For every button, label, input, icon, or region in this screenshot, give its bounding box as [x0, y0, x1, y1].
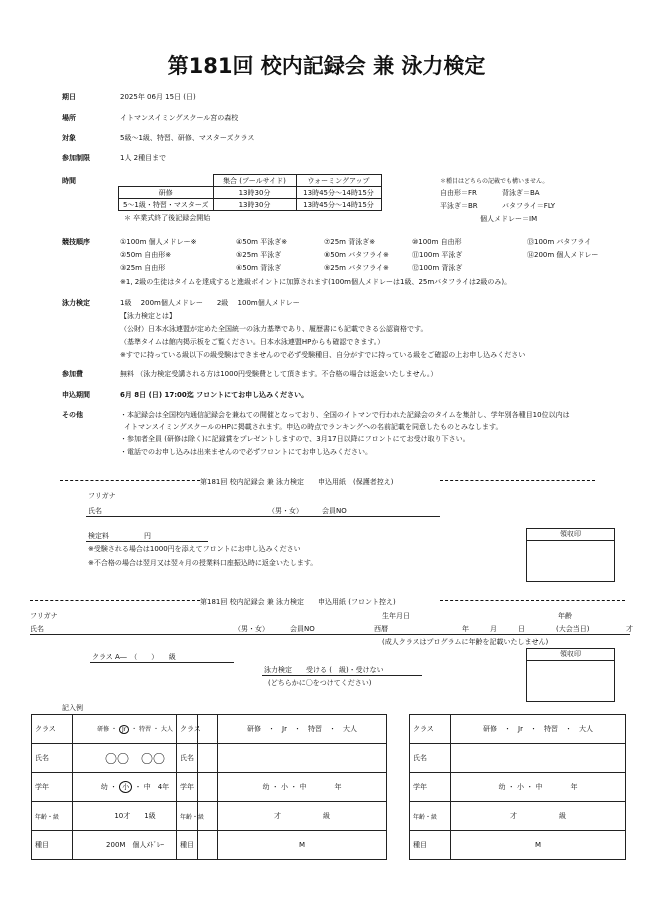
form1-fee: 検定料 円 — [88, 532, 151, 540]
example-row-header: 学年 — [32, 773, 73, 802]
cut-line — [440, 480, 595, 481]
time-table-cell: 研修 — [119, 187, 214, 199]
table-row — [177, 831, 387, 860]
table-row — [177, 773, 387, 802]
kentei-line: 1級 200m個人メドレー 2級 100m個人メドレー — [120, 299, 300, 307]
example-text: 研修 ・ — [97, 726, 118, 733]
underline — [30, 634, 630, 635]
form-row-value[interactable]: 才 級 — [451, 802, 626, 831]
table-row — [410, 802, 626, 831]
form-row-header: 氏名 — [410, 744, 451, 773]
event-item: ⑬100m バタフライ — [527, 238, 592, 246]
other-label: その他 — [62, 411, 83, 419]
form-row-header: 種目 — [177, 831, 218, 860]
place-label: 場所 — [62, 114, 76, 122]
time-table-corner — [119, 175, 214, 187]
form-row-header: 年齢・級 — [177, 802, 218, 831]
limit-value: 1人 2種目まで — [120, 154, 167, 162]
other-line: ・本記録会は全国校内通信記録会を兼ねての開催となっており、全国のイトマンで行われた記録会のタイムを集計し、学年別各種目10位以内は — [120, 411, 570, 419]
form2-sex: （男・女） — [234, 625, 269, 633]
form-row-value[interactable] — [218, 744, 387, 773]
table-row — [32, 802, 198, 831]
target-value: 5級～1級、特習、研修、マスターズクラス — [120, 134, 255, 142]
table-row — [32, 831, 198, 860]
event-item: ⑨25m バタフライ※ — [324, 264, 389, 272]
cut-line — [30, 600, 200, 601]
example-row-header: 種目 — [32, 831, 73, 860]
event-item: ⑤25m 平泳ぎ — [236, 251, 282, 259]
form-row-value[interactable]: 幼 ・ 小 ・ 中 年 — [451, 773, 626, 802]
stroke-abbrev: バタフライ＝FLY — [502, 202, 556, 210]
form1-note: ※受験される場合は1000円を添えてフロントにお申し込みください — [88, 545, 301, 553]
underline — [86, 541, 208, 542]
stroke-abbrev: 背泳ぎ＝BA — [502, 189, 540, 197]
form1-sex: （男・女） — [268, 507, 303, 515]
stroke-abbrev: 自由形＝FR — [440, 189, 477, 197]
form-row-header: 学年 — [177, 773, 218, 802]
event-item: ③25m 自由形 — [120, 264, 166, 272]
other-line: ・参加者全員 (研修は除く)に記録賞をプレゼントしますので、3月17日以降にフロントにてお受け取り下さい。 — [120, 435, 470, 443]
example-text: ・ 特習 ・ 大人 — [131, 726, 173, 733]
form-row-header: クラス — [410, 715, 451, 744]
form2-kentei-line: 泳力検定 受ける ( 級)・受けない — [264, 666, 384, 674]
example-row-value: 〇〇 〇〇 — [73, 744, 198, 773]
time-table-header: ウォーミングアップ — [296, 175, 381, 187]
form1-furigana: フリガナ — [88, 492, 116, 500]
form2-class-line: クラス A― （ ） 級 — [92, 653, 176, 661]
other-line: ・電話でのお申し込みは出来ませんので必ずフロントにてお申し込みください。 — [120, 448, 372, 456]
table-row — [410, 773, 626, 802]
fee-text: 無料 （泳力検定受講される方は1000円受験費として頂きます。不合格の場合は返金いたしません。） — [120, 370, 438, 378]
form1-receipt-label: 領収印 — [527, 529, 614, 541]
form-row-header: 種目 — [410, 831, 451, 860]
form-row-value[interactable]: 才 級 — [218, 802, 387, 831]
form-row-header: 氏名 — [177, 744, 218, 773]
event-item: ⑩100m 自由形 — [412, 238, 462, 246]
example-label: 記入例 — [62, 704, 83, 712]
event-item: ⑪100m 平泳ぎ — [412, 251, 463, 259]
form2-receipt-label: 領収印 — [527, 649, 614, 661]
form2-name-label: 氏名 — [30, 625, 44, 633]
form1-header: 第181回 校内記録会 兼 泳力検定 申込用紙 (保護者控え) — [200, 478, 394, 486]
form2-kentei-note: (どちらかに〇をつけてください) — [268, 679, 372, 687]
form2-tsuki: 月 — [490, 625, 497, 633]
example-row-value: 200M 個人ﾒﾄﾞﾚｰ — [73, 831, 198, 860]
example-row-header: 氏名 — [32, 744, 73, 773]
form2-age-day: (大会当日) — [556, 625, 590, 633]
form1-name-label: 氏名 — [88, 507, 102, 515]
example-circled: Jr — [119, 725, 129, 734]
event-item: ⑫100m 背泳ぎ — [412, 264, 463, 272]
form1-receipt-box — [526, 528, 615, 582]
cut-line — [60, 480, 200, 481]
event-item: ⑭200m 個人メドレー — [527, 251, 599, 259]
form2-sai: 才 — [626, 625, 633, 633]
form-row-value[interactable]: M — [218, 831, 387, 860]
table-row — [32, 715, 198, 744]
form2-member: 会員NO — [290, 625, 315, 633]
other-line: イトマンスイミングスクールのHPに掲載されます。申込の時点でランキングへの名前記載を同意したものとみなします。 — [124, 423, 503, 431]
stroke-abbrev: 平泳ぎ＝BR — [440, 202, 478, 210]
time-label: 時間 — [62, 177, 76, 185]
kentei-line: ※すでに持っている級以下の級受験はできませんので必ず受験種目、自分がすでに持っている級をご確認の上お申し込みください — [120, 351, 526, 359]
date-label: 期日 — [62, 93, 76, 101]
form2-adult-note: (成人クラスはプログラムに年齢を記載いたしません) — [382, 638, 549, 646]
place-value: イトマンスイミングスクール宮の森校 — [120, 114, 239, 122]
form1-member: 会員NO — [322, 507, 347, 515]
event-item: ①100m 個人メドレー※ — [120, 238, 197, 246]
form2-birth: 生年月日 — [382, 612, 410, 620]
form-row-header: 年齢・級 — [410, 802, 451, 831]
form-row-value[interactable]: M — [451, 831, 626, 860]
time-table-cell: 5～1級・特習・マスターズ — [119, 199, 214, 211]
time-table-cell: 13時30分 — [213, 187, 296, 199]
time-table — [118, 174, 382, 211]
cut-line — [440, 600, 625, 601]
form2-header: 第181回 校内記録会 兼 泳力検定 申込用紙 (フロント控え) — [200, 598, 396, 606]
time-table-cell: 13時45分～14時15分 — [296, 187, 381, 199]
example-row-value: 10才 1級 — [73, 802, 198, 831]
kentei-line: 【泳力検定とは】 — [120, 312, 176, 320]
table-row — [410, 831, 626, 860]
event-item: ⑧50m バタフライ※ — [324, 251, 389, 259]
form2-furigana: フリガナ — [30, 612, 58, 620]
form2-seireki: 西暦 — [374, 625, 388, 633]
event-item: ⑦25m 背泳ぎ※ — [324, 238, 376, 246]
table-row — [177, 744, 387, 773]
strokes-note: ＊種目はどちらの記載でも構いません。 — [440, 178, 549, 185]
date-value: 2025年 06月 15日 (日) — [120, 93, 196, 101]
time-table-cell: 13時45分～14時15分 — [296, 199, 381, 211]
limit-label: 参加制限 — [62, 154, 90, 162]
underline — [262, 675, 422, 676]
event-item: ②50m 自由形※ — [120, 251, 172, 259]
example-text: 幼 ・ — [100, 783, 118, 791]
form-row-header: 学年 — [410, 773, 451, 802]
blank-form-1 — [176, 714, 387, 860]
form-row-value[interactable]: 研修 ・ Jr ・ 特習 ・ 大人 — [218, 715, 387, 744]
kentei-line: （公財）日本水泳連盟が定めた全国統一の泳力基準であり、履歴書にも記載できる公認資格です。 — [120, 325, 428, 333]
form2-nen: 年 — [462, 625, 469, 633]
page-title: 第181回 校内記録会 兼 泳力検定 — [167, 54, 486, 78]
fee-label: 参加費 — [62, 370, 83, 378]
example-form — [31, 714, 198, 860]
stroke-abbrev: 個人メドレー＝IM — [480, 215, 538, 223]
kentei-label: 泳力検定 — [62, 299, 90, 307]
example-circled: 小 — [119, 781, 132, 793]
form2-age: 年齢 — [558, 612, 572, 620]
blank-form-2 — [409, 714, 626, 860]
table-row — [410, 715, 626, 744]
table-row — [32, 744, 198, 773]
deadline-text: 6月 8日 (日) 17:00迄 フロントにてお申し込みください。 — [120, 391, 309, 399]
time-note: ＊ 卒業式終了後記録会開始 — [124, 214, 211, 222]
underline — [86, 516, 440, 517]
form-row-value[interactable] — [451, 744, 626, 773]
form-row-value[interactable]: 幼 ・ 小 ・ 中 年 — [218, 773, 387, 802]
events-note: ※1, 2級の生徒はタイムを達成すると進級ポイントに加算されます(100m個人メドレーは1級、25mバタフライは2級のみ)。 — [120, 278, 512, 286]
form2-hi: 日 — [518, 625, 525, 633]
form-row-header: クラス — [177, 715, 218, 744]
table-row — [177, 802, 387, 831]
time-table-cell: 13時30分 — [213, 199, 296, 211]
form-row-value[interactable]: 研修 ・ Jr ・ 特習 ・ 大人 — [451, 715, 626, 744]
time-table-header: 集合 (プールサイド) — [213, 175, 296, 187]
form1-note: ※不合格の場合は翌月又は翌々月の授業料口座振込時に返金いたします。 — [88, 559, 318, 567]
deadline-label: 申込期間 — [62, 391, 90, 399]
example-row-header: クラス — [32, 715, 73, 744]
table-row — [177, 715, 387, 744]
table-row — [410, 744, 626, 773]
table-row — [32, 773, 198, 802]
kentei-line: （基準タイムは館内掲示板をご覧ください。日本水泳連盟HPからも確認できます。） — [120, 338, 385, 346]
event-item: ⑥50m 背泳ぎ — [236, 264, 282, 272]
event-item: ④50m 平泳ぎ※ — [236, 238, 288, 246]
underline — [90, 662, 234, 663]
target-label: 対象 — [62, 134, 76, 142]
form2-receipt-box — [526, 648, 615, 702]
events-label: 競技順序 — [62, 238, 90, 246]
example-row-header: 年齢・級 — [32, 802, 73, 831]
example-text: ・ 中 4年 — [134, 783, 170, 791]
